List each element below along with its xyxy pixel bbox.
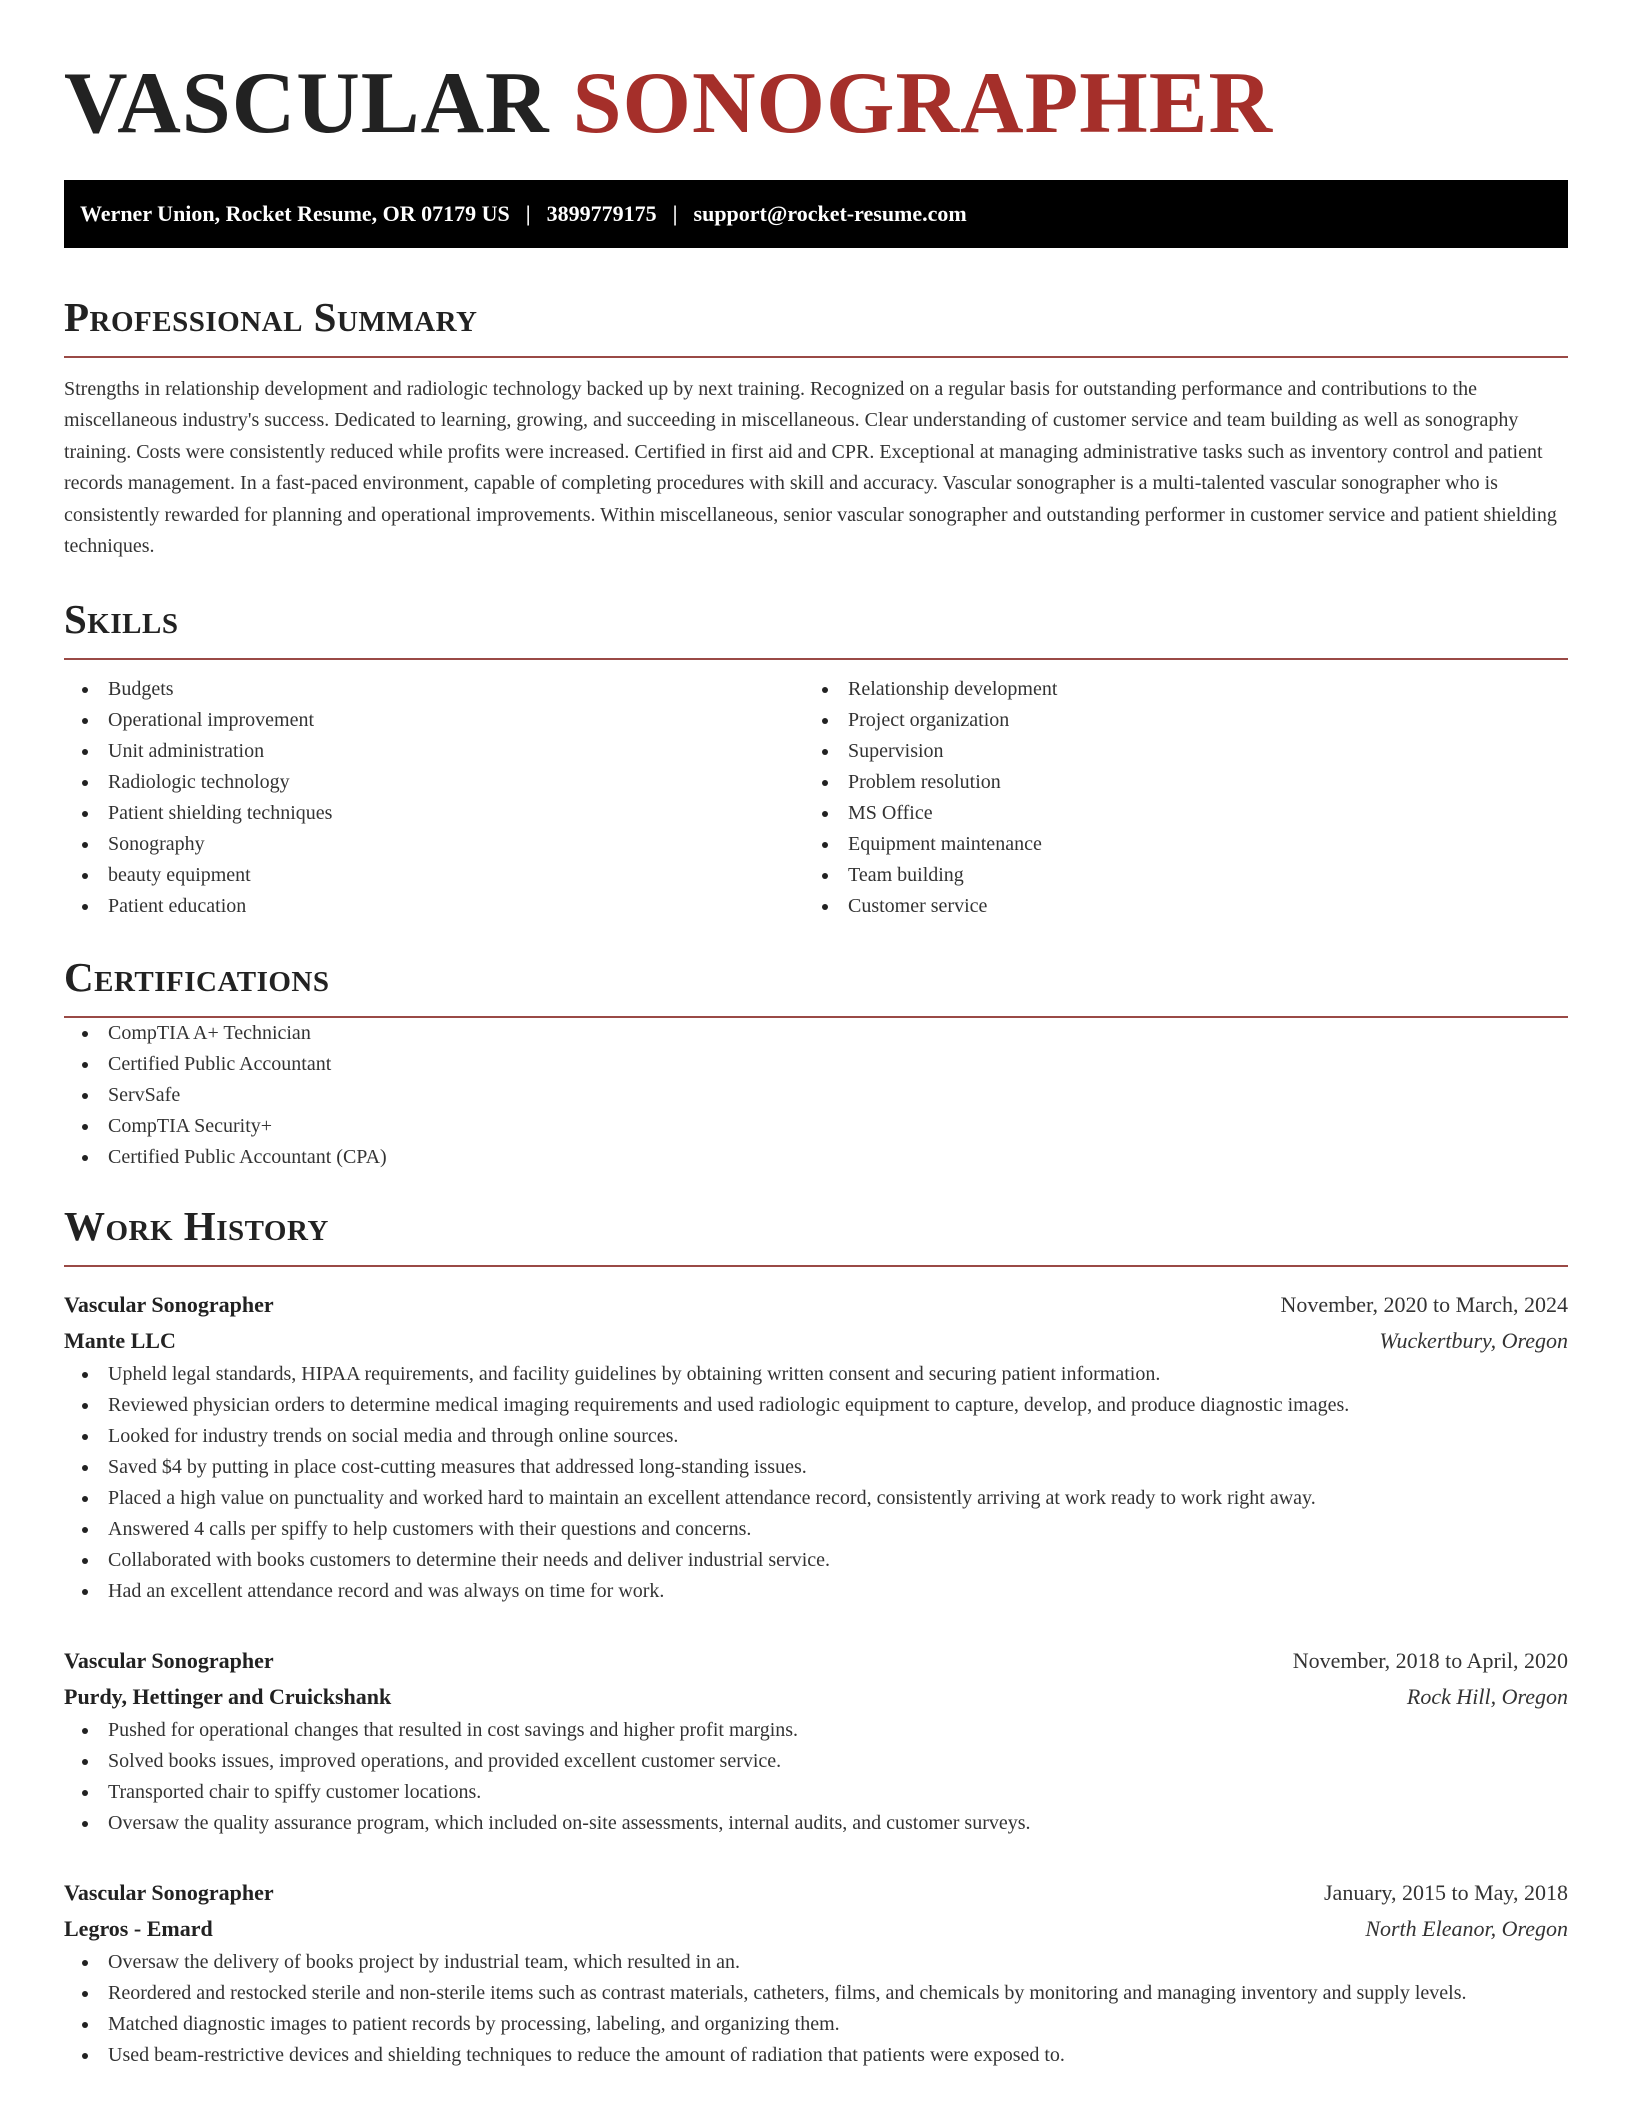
skill-item: Supervision: [804, 736, 1544, 767]
skill-item: Radiologic technology: [64, 767, 804, 798]
job-duty: Oversaw the quality assurance program, which included on-site assessments, internal audits, and customer surveys.: [64, 1808, 1568, 1839]
job-duty: Placed a high value on punctuality and worked hard to maintain an excellent attendance record, consistently arriving at work ready to work right away.: [64, 1483, 1568, 1514]
job-company-row: [64, 1679, 1568, 1715]
job-location: Rock Hill, Oregon: [1406, 1684, 1568, 1710]
name-first: VASCULAR: [64, 55, 550, 152]
skill-item: Project organization: [804, 705, 1544, 736]
contact-separator: |: [672, 201, 678, 226]
certification-item: Certified Public Accountant: [64, 1049, 1568, 1080]
job-duty: Collaborated with books customers to determine their needs and deliver industrial service.: [64, 1545, 1568, 1576]
job-duties-list: [64, 1947, 1568, 2071]
job-duty: Looked for industry trends on social media and through online sources.: [64, 1421, 1568, 1452]
work-history-section: [64, 1201, 1568, 2071]
skill-item: beauty equipment: [64, 860, 804, 891]
job-company-row: [64, 1911, 1568, 1947]
job-location: Wuckertbury, Oregon: [1379, 1328, 1568, 1354]
job-header-row: [64, 1287, 1568, 1323]
job-title: Vascular Sonographer: [64, 1648, 274, 1674]
summary-section: [64, 292, 1568, 562]
job-duty: Answered 4 calls per spiffy to help customers with their questions and concerns.: [64, 1514, 1568, 1545]
job-entry: [64, 1287, 1568, 1607]
job-duty: Oversaw the delivery of books project by industrial team, which resulted in an.: [64, 1947, 1568, 1978]
skills-list-left: [64, 674, 804, 922]
certification-item: CompTIA A+ Technician: [64, 1018, 1568, 1049]
skill-item: Unit administration: [64, 736, 804, 767]
certifications-heading: Certifications: [64, 952, 1568, 1018]
job-duty: Saved $4 by putting in place cost-cutting measures that addressed long-standing issues.: [64, 1452, 1568, 1483]
name-last: SONOGRAPHER: [572, 55, 1273, 152]
job-duty: Transported chair to spiffy customer locations.: [64, 1777, 1568, 1808]
contact-bar: [64, 180, 1568, 248]
job-duty: Pushed for operational changes that resulted in cost savings and higher profit margins.: [64, 1715, 1568, 1746]
job-duty: Used beam-restrictive devices and shielding techniques to reduce the amount of radiation that patients were exposed to.: [64, 2040, 1568, 2071]
skill-item: Team building: [804, 860, 1544, 891]
certification-item: ServSafe: [64, 1080, 1568, 1111]
certification-item: Certified Public Accountant (CPA): [64, 1142, 1568, 1173]
skill-item: Sonography: [64, 829, 804, 860]
contact-email[interactable]: support@rocket-resume.com: [693, 201, 967, 226]
resume-page: [64, 0, 1568, 2071]
skill-item: Patient shielding techniques: [64, 798, 804, 829]
skill-item: Budgets: [64, 674, 804, 705]
contact-separator: |: [525, 201, 531, 226]
certifications-list: [64, 1018, 1568, 1173]
job-company: Legros - Emard: [64, 1916, 213, 1942]
job-company-row: [64, 1323, 1568, 1359]
job-company: Purdy, Hettinger and Cruickshank: [64, 1684, 392, 1710]
skill-item: Patient education: [64, 891, 804, 922]
job-company: Mante LLC: [64, 1328, 176, 1354]
job-duties-list: [64, 1715, 1568, 1839]
job-title: Vascular Sonographer: [64, 1292, 274, 1318]
job-duty: Upheld legal standards, HIPAA requirements, and facility guidelines by obtaining written consent and securing patient information.: [64, 1359, 1568, 1390]
job-duty: Matched diagnostic images to patient records by processing, labeling, and organizing them.: [64, 2009, 1568, 2040]
contact-phone: 3899779175: [546, 201, 657, 226]
skills-list-right: [804, 674, 1544, 922]
skill-item: Customer service: [804, 891, 1544, 922]
job-dates: November, 2018 to April, 2020: [1292, 1648, 1568, 1674]
job-dates: November, 2020 to March, 2024: [1280, 1292, 1568, 1318]
skills-section: [64, 594, 1568, 922]
job-duty: Solved books issues, improved operations, and provided excellent customer service.: [64, 1746, 1568, 1777]
certifications-section: [64, 952, 1568, 1173]
job-location: North Eleanor, Oregon: [1365, 1916, 1568, 1942]
summary-heading: Professional Summary: [64, 292, 1568, 358]
job-duty: Reordered and restocked sterile and non-sterile items such as contrast materials, catheters, films, and chemicals by monitoring and managing inventory and supply levels.: [64, 1978, 1568, 2009]
certification-item: CompTIA Security+: [64, 1111, 1568, 1142]
job-duties-list: [64, 1359, 1568, 1607]
contact-address: Werner Union, Rocket Resume, OR 07179 US: [80, 201, 510, 226]
skill-item: MS Office: [804, 798, 1544, 829]
skill-item: Operational improvement: [64, 705, 804, 736]
job-entry: [64, 1643, 1568, 1839]
job-duty: Reviewed physician orders to determine medical imaging requirements and used radiologic equipment to capture, develop, and produce diagnostic images.: [64, 1390, 1568, 1421]
skill-item: Equipment maintenance: [804, 829, 1544, 860]
summary-text: Strengths in relationship development and radiologic technology backed up by next training. Recognized on a regular basis for outstanding performance and contributions to the miscellaneous industry's success. Dedicated to learning, growing, and succeeding in miscellaneous. Clear understanding of customer service and team building as well as sonography training. Costs were consistently reduced while profits were increased. Certified in first aid and CPR. Exceptional at managing administrative tasks such as inventory control and patient records management. In a fast-paced environment, capable of completing procedures with skill and accuracy. Vascular sonographer is a multi-talented vascular sonographer who is consistently rewarded for planning and operational improvements. Within miscellaneous, senior vascular sonographer and outstanding performer in customer service and patient shielding techniques.: [64, 378, 1557, 558]
job-entry: [64, 1875, 1568, 2071]
skill-item: Problem resolution: [804, 767, 1544, 798]
job-dates: January, 2015 to May, 2018: [1324, 1880, 1568, 1906]
work-history-heading: Work History: [64, 1201, 1568, 1267]
skills-heading: Skills: [64, 594, 1568, 660]
job-header-row: [64, 1875, 1568, 1911]
skill-item: Relationship development: [804, 674, 1544, 705]
skills-grid: [64, 674, 1568, 922]
job-title: Vascular Sonographer: [64, 1880, 274, 1906]
candidate-name: [64, 55, 1568, 152]
job-duty: Had an excellent attendance record and was always on time for work.: [64, 1576, 1568, 1607]
job-header-row: [64, 1643, 1568, 1679]
